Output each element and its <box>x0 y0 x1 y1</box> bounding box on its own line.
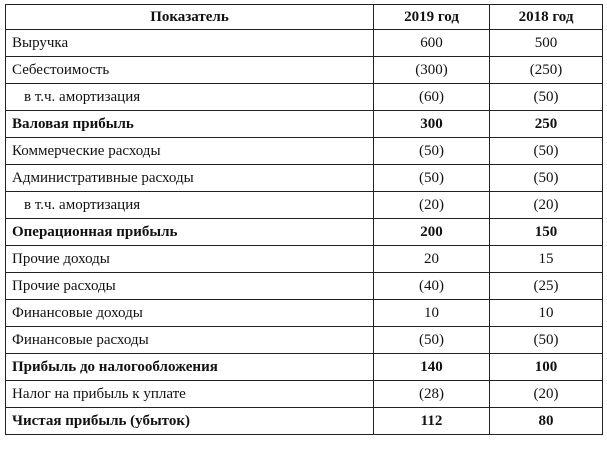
row-label: Прочие доходы <box>6 246 374 273</box>
value-2018: (20) <box>490 192 603 219</box>
row-finance-expenses <box>6 327 603 354</box>
income-statement-table <box>5 4 603 435</box>
row-label: Налог на прибыль к уплате <box>6 381 374 408</box>
row-label: Прибыль до налогообложения <box>6 354 374 381</box>
row-label: Операционная прибыль <box>6 219 374 246</box>
row-selling-expenses <box>6 138 603 165</box>
value-2019: (28) <box>374 381 490 408</box>
row-admin-expenses <box>6 165 603 192</box>
value-2019: (20) <box>374 192 490 219</box>
row-other-income <box>6 246 603 273</box>
value-2019: (60) <box>374 84 490 111</box>
value-2018: 80 <box>490 408 603 435</box>
value-2019: 200 <box>374 219 490 246</box>
row-label: Финансовые доходы <box>6 300 374 327</box>
row-finance-income <box>6 300 603 327</box>
row-cogs-depreciation <box>6 84 603 111</box>
row-label: Выручка <box>6 30 374 57</box>
value-2019: (50) <box>374 138 490 165</box>
header-row <box>6 5 603 30</box>
value-2019: (40) <box>374 273 490 300</box>
value-2018: (50) <box>490 165 603 192</box>
value-2018: (50) <box>490 327 603 354</box>
row-other-expenses <box>6 273 603 300</box>
row-income-tax <box>6 381 603 408</box>
row-gross-profit <box>6 111 603 138</box>
value-2018: 10 <box>490 300 603 327</box>
value-2019: 140 <box>374 354 490 381</box>
value-2018: 500 <box>490 30 603 57</box>
row-label: Финансовые расходы <box>6 327 374 354</box>
value-2019: 600 <box>374 30 490 57</box>
row-operating-profit <box>6 219 603 246</box>
value-2019: 20 <box>374 246 490 273</box>
value-2019: (50) <box>374 165 490 192</box>
row-cost-of-sales <box>6 57 603 84</box>
value-2019: 300 <box>374 111 490 138</box>
row-label: в т.ч. амортизация <box>6 192 374 219</box>
row-label: Валовая прибыль <box>6 111 374 138</box>
value-2018: 15 <box>490 246 603 273</box>
row-profit-before-tax <box>6 354 603 381</box>
row-label: Себестоимость <box>6 57 374 84</box>
row-label: Коммерческие расходы <box>6 138 374 165</box>
header-2018: 2018 год <box>490 5 603 30</box>
header-indicator: Показатель <box>6 5 374 30</box>
header-2019: 2019 год <box>374 5 490 30</box>
value-2019: 112 <box>374 408 490 435</box>
value-2018: 150 <box>490 219 603 246</box>
value-2018: (20) <box>490 381 603 408</box>
row-net-profit <box>6 408 603 435</box>
value-2018: 100 <box>490 354 603 381</box>
row-label: Чистая прибыль (убыток) <box>6 408 374 435</box>
row-revenue <box>6 30 603 57</box>
value-2019: 10 <box>374 300 490 327</box>
value-2018: (25) <box>490 273 603 300</box>
row-label: Прочие расходы <box>6 273 374 300</box>
value-2018: (250) <box>490 57 603 84</box>
row-admin-depreciation <box>6 192 603 219</box>
value-2018: (50) <box>490 138 603 165</box>
row-label: Административные расходы <box>6 165 374 192</box>
income-statement <box>5 4 603 435</box>
value-2019: (50) <box>374 327 490 354</box>
row-label: в т.ч. амортизация <box>6 84 374 111</box>
value-2018: (50) <box>490 84 603 111</box>
value-2019: (300) <box>374 57 490 84</box>
value-2018: 250 <box>490 111 603 138</box>
